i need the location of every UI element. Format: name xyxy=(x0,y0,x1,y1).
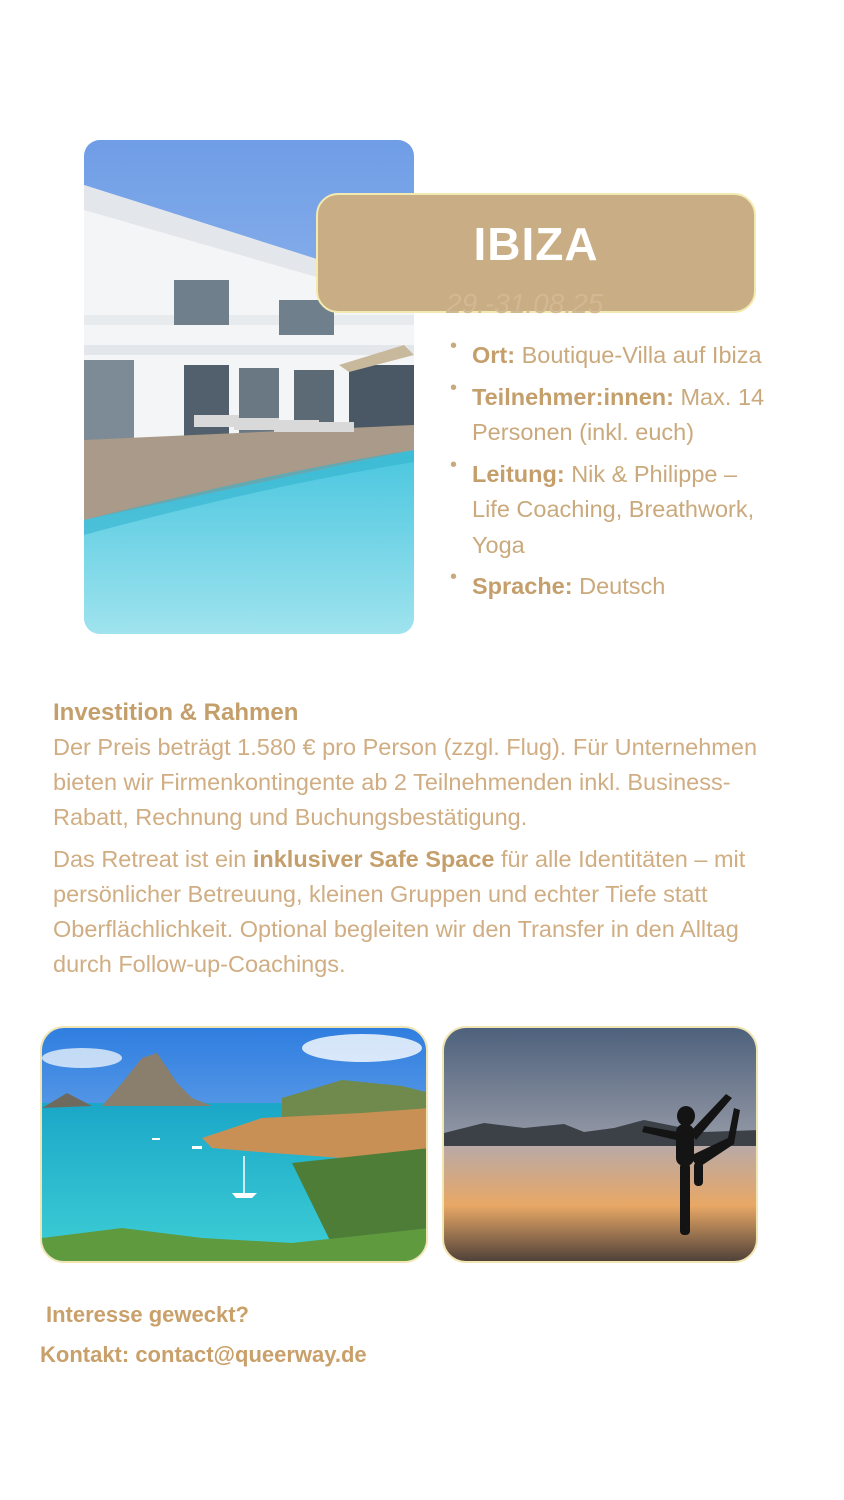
bullet-icon: • xyxy=(450,376,458,399)
safe-space-paragraph: Das Retreat ist ein inklusiver Safe Space für alle Identitäten – mit persönlicher Betreuung, kleinen Gruppen und echter Tiefe statt Oberflächlichkeit. Optional begleiten wir den Transfer in den Alltag durch Follow-up-Coachings. xyxy=(53,846,746,977)
bullet-icon: • xyxy=(450,453,458,476)
section-heading: Investition & Rahmen xyxy=(53,699,299,726)
contact-email-line[interactable]: Kontakt: contact@queerway.de xyxy=(40,1342,367,1367)
price-paragraph: Der Preis beträgt 1.580 € pro Person (zzgl. Flug). Für Unternehmen bieten wir Firmenkontingente ab 2 Teilnehmenden inkl. Business-Rabatt, Rechnung und Buchungsbestätigung. xyxy=(53,734,758,830)
fact-item-location: • Ort: Boutique-Villa auf Ibiza xyxy=(450,335,762,368)
bullet-icon: • xyxy=(450,335,458,357)
investment-section xyxy=(53,695,793,989)
interest-line: Interesse geweckt? xyxy=(46,1302,249,1327)
contact-block xyxy=(40,1295,367,1375)
bullet-icon: • xyxy=(450,566,458,588)
fact-item-lead: • Leitung: Nik & Philippe – Life Coaching, Breathwork, Yoga xyxy=(450,453,755,558)
page-title: IBIZA xyxy=(473,218,599,270)
fact-item-participants: • Teilnehmer:innen: Max. 14 Personen (inkl. euch) xyxy=(450,376,765,445)
yoga-photo xyxy=(442,1026,758,1263)
facts-list xyxy=(448,335,778,611)
coast-photo xyxy=(40,1026,428,1263)
event-dates: 29.-31.08.25 xyxy=(446,288,604,315)
fact-item-language: • Sprache: Deutsch xyxy=(450,566,666,599)
